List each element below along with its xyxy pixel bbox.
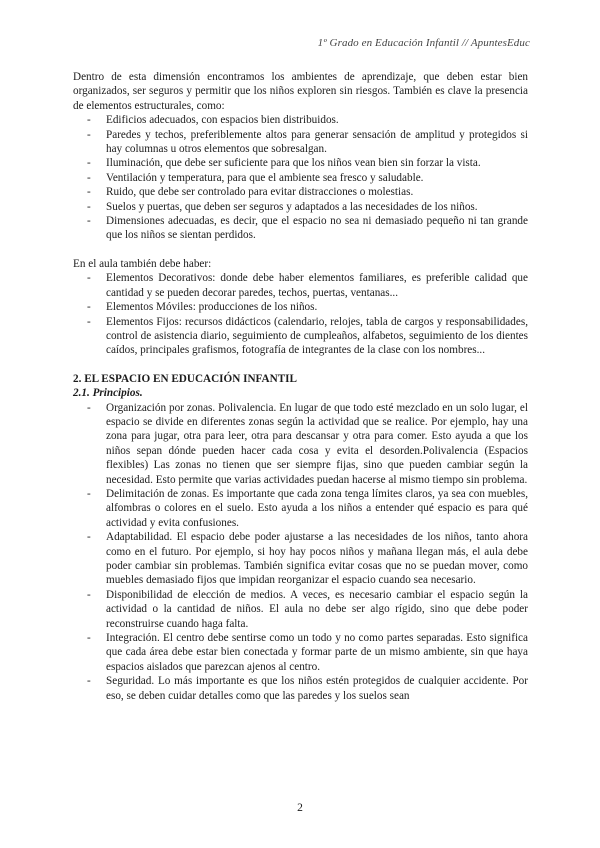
- list-item: - Elementos Móviles: producciones de los niños.: [106, 300, 528, 314]
- subsection-heading: 2.1. Principios.: [73, 387, 143, 400]
- document-body: [73, 70, 528, 703]
- list-item: - Organización por zonas. Polivalencia. En lugar de que todo esté mezclado en un solo lugar, el espacio se divide en diferentes zonas según la actividad que se realice. Por ejemplo, hay una zona para jugar, otra para leer, otra para descansar y otra para comer. Esto ayuda a que los niños sepan dónde pueden hacer cada cosa y evita el desorden.Polivalencia (Espacios flexibles) Las zonas no tienen que ser siempre fijas, sino que pueden cambiar según la necesidad. Esto permite que varias actividades puedan hacerse al mismo tiempo sin problema.: [106, 401, 528, 487]
- list-item: - Elementos Fijos: recursos didácticos (calendario, relojes, tabla de cargos y responsabilidades, control de asistencia diario, seguimiento de cumpleaños, alfabetos, seguimiento de los dientes caídos, principales grafismos, fotografía de integrantes de la clase con los nombres...: [106, 315, 528, 358]
- structural-elements-list: [73, 113, 528, 243]
- list-item: - Iluminación, que debe ser suficiente para que los niños vean bien sin forzar la vista.: [106, 156, 528, 170]
- list-item: - Seguridad. Lo más importante es que los niños estén protegidos de cualquier accidente. Por eso, se deben cuidar detalles como que las paredes y los suelos sean: [106, 674, 528, 703]
- list-item: - Edificios adecuados, con espacios bien distribuidos.: [106, 113, 528, 127]
- principles-list: [73, 401, 528, 704]
- list-item: - Elementos Decorativos: donde debe haber elementos familiares, es preferible calidad que cantidad y se pueden decorar paredes, techos, puertas, ventanas...: [106, 271, 528, 300]
- page-header: 1º Grado en Educación Infantil // ApuntesEduc: [317, 37, 530, 49]
- section-heading: 2. EL ESPACIO EN EDUCACIÓN INFANTIL: [73, 372, 297, 385]
- list-item: - Paredes y techos, preferiblemente altos para generar sensación de amplitud y protegidos si hay columnas u otros elementos que sobresalgan.: [106, 128, 528, 157]
- list-item: - Dimensiones adecuadas, es decir, que el espacio no sea ni demasiado pequeño ni tan grande que los niños se sientan perdidos.: [106, 214, 528, 243]
- list-item: - Adaptabilidad. El espacio debe poder ajustarse a las necesidades de los niños, tanto ahora como en el futuro. Por ejemplo, si hoy hay pocos niños y mañana llegan más, el aula debe poder cambiar sin problemas. También significa evitar cosas que no se puedan mover, como muebles demasiado fijos que impidan reorganizar el espacio cuando sea necesario.: [106, 530, 528, 588]
- list-item: - Delimitación de zonas. Es importante que cada zona tenga límites claros, ya sea con muebles, alfombras o colores en el suelo. Esto ayuda a los niños a entender qué espacio es para qué actividad y evita confusiones.: [106, 487, 528, 530]
- list-item: - Ruido, que debe ser controlado para evitar distracciones o molestias.: [106, 185, 528, 199]
- list-item: - Ventilación y temperatura, para que el ambiente sea fresco y saludable.: [106, 171, 528, 185]
- page-number: 2: [297, 802, 303, 814]
- classroom-elements-list: [73, 271, 528, 357]
- intro-paragraph: Dentro de esta dimensión encontramos los ambientes de aprendizaje, que deben estar bien organizados, ser seguros y permitir que los niños exploren sin riesgos. También es clave la presencia de elementos estructurales, como:: [73, 71, 528, 112]
- classroom-intro: En el aula también debe haber:: [73, 257, 212, 270]
- list-item: - Disponibilidad de elección de medios. A veces, es necesario cambiar el espacio según la actividad o la cantidad de niños. El aula no debe ser algo rígido, sino que debe poder reconstruirse cuando haga falta.: [106, 588, 528, 631]
- list-item: - Integración. El centro debe sentirse como un todo y no como partes separadas. Esto significa que cada área debe estar bien conectada y formar parte de un mismo ambiente, sin que haya espacios aislados que parezcan ajenos al centro.: [106, 631, 528, 674]
- list-item: - Suelos y puertas, que deben ser seguros y adaptados a las necesidades de los niños.: [106, 200, 528, 214]
